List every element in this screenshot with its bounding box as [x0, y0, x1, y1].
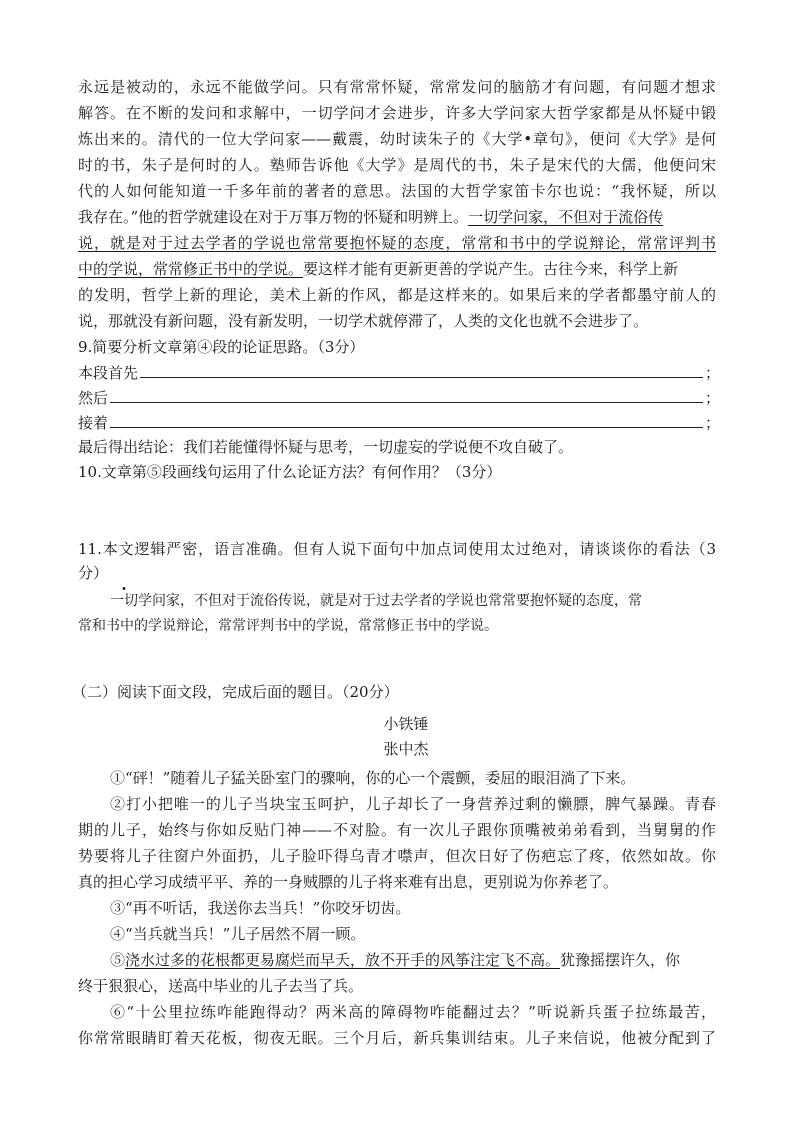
passage-line: 炼出来的。清代的一位大学问家——戴震，幼时读朱子的《大学•章句》，便问《大学》是何	[78, 130, 716, 148]
underlined-sentence: 浇水过多的花根都更易腐烂而早夭，放不开手的风筝注定飞不高。	[125, 951, 561, 969]
passage-line: 解答。在不断的发问和求解中，一切学问才会进步，许多大学问家大哲学家都是从怀疑中锻	[78, 104, 716, 122]
quoted-sentence-cont: 常和书中的学说辩论，常常评判书中的学说，常常修正书中的学说。	[78, 618, 498, 634]
answer-blank[interactable]	[110, 410, 703, 428]
passage-line: 永远是被动的，永远不能做学问。只有常常怀疑，常常发问的脑筋才有问题，有问题才想求	[78, 78, 716, 96]
passage-line	[78, 205, 716, 230]
story-line: 真的担心学习成绩平平、养的一身贼膘的儿子将来难有出息，更别说为你养老了。	[78, 873, 619, 891]
story-line: 你常常眼睛盯着天花板，彻夜无眠。三个月后，新兵集训结束。儿子来信说，他被分配到了	[78, 1029, 716, 1047]
story-title: 小铁锤	[383, 715, 429, 733]
story-paragraph: ⑥“十公里拉练咋能跑得动？两米高的障碍物咋能翻过去？”听说新兵蛋子拉练最苦，	[110, 1003, 716, 1021]
passage-line: 代的人如何能知道一千多年前的著者的意思。法国的大哲学家笛卡尔也说：“我怀疑，所以	[78, 182, 716, 200]
answer-label: 然后	[78, 389, 109, 407]
quoted-text: 学问家，不但对于流俗传说，就是对于过去学者的学说也常常要抱怀疑的态度，常	[138, 593, 642, 609]
paragraph-number: ⑤	[110, 951, 126, 969]
passage-line: 的发明，哲学上新的理论，美术上新的作风，都是这样来的。如果后来的学者都墨守前人的	[78, 286, 716, 304]
underlined-sentence: 中的学说，常常修正书中的学说。	[78, 260, 304, 278]
story-paragraph	[110, 948, 716, 973]
answer-row-next	[78, 410, 720, 436]
answer-blank[interactable]	[140, 360, 703, 378]
question-11: 11.本文逻辑严密，语言准确。但有人说下面句中加点词使用太过绝对，请谈谈你的看法（3	[78, 540, 716, 558]
question-10: 10.文章第⑤段画线句运用了什么论证方法？有何作用？（3分）	[78, 463, 502, 481]
quoted-sentence	[110, 589, 716, 614]
question-9: 9.简要分析文章第④段的论证思路。（3分）	[78, 338, 365, 356]
answer-label: 本段首先	[78, 364, 139, 382]
passage-text: 我存在。”他的哲学就建设在对于万事万物的怀疑和明辨上。	[78, 208, 469, 226]
answer-label: 接着	[78, 414, 109, 432]
story-paragraph: ④“当兵就当兵！”儿子居然不屑一顾。	[110, 925, 366, 943]
dotted-word: 一切	[110, 589, 138, 614]
story-line: 势要将儿子往窗户外面扔，儿子脸吓得乌青才噤声，但次日好了伤疤忘了疼，依然如故。你	[78, 847, 716, 865]
semicolon: ；	[704, 364, 720, 382]
underlined-sentence: 一切学问家，不但对于流俗传	[468, 208, 664, 226]
story-paragraph: ②打小把唯一的儿子当块宝玉呵护，儿子却长了一身营养过剩的懒膘，脾气暴躁。青春	[110, 795, 716, 813]
story-text: 犹豫摇摆许久，你	[560, 951, 681, 969]
passage-line: 说，那就没有新问题，没有新发明，一切学术就停滞了，人类的文化也就不会进步了。	[78, 312, 649, 330]
story-paragraph: ③“再不听话，我送你去当兵！”你咬牙切齿。	[110, 899, 411, 917]
question-11-cont: 分）	[78, 564, 109, 582]
story-paragraph: ①“砰！”随着儿子猛关卧室门的骤响，你的心一个震颤，委屈的眼泪淌了下来。	[110, 769, 636, 787]
answer-blank[interactable]	[110, 385, 703, 403]
story-author: 张中杰	[383, 740, 429, 758]
question-9-conclusion: 最后得出结论：我们若能懂得怀疑与思考，一切虚妄的学说便不攻自破了。	[78, 438, 574, 456]
semicolon: ；	[704, 389, 720, 407]
underlined-sentence: 说，就是对于过去学者的学说也常常要抱怀疑的态度，常常和书中的学说辩论，常常评判书	[78, 234, 716, 252]
passage-line	[78, 257, 716, 282]
answer-row-first	[78, 360, 720, 386]
semicolon: ；	[704, 414, 720, 432]
story-line: 期的儿子，始终与你如反贴门神——不对脸。有一次儿子跟你顶嘴被弟弟看到，当舅舅的作	[78, 821, 716, 839]
answer-row-then	[78, 385, 720, 411]
passage-line: 时的书，朱子是何时的人。塾师告诉他《大学》是周代的书，朱子是宋代的大儒，他便问宋	[78, 156, 716, 174]
story-line: 终于狠狠心，送高中毕业的儿子去当了兵。	[78, 977, 364, 995]
section-heading: （二）阅读下面文段，完成后面的题目。（20分）	[72, 683, 399, 701]
passage-text: 要这样才能有更新更善的学说产生。古往今来，科学上新	[303, 260, 679, 278]
